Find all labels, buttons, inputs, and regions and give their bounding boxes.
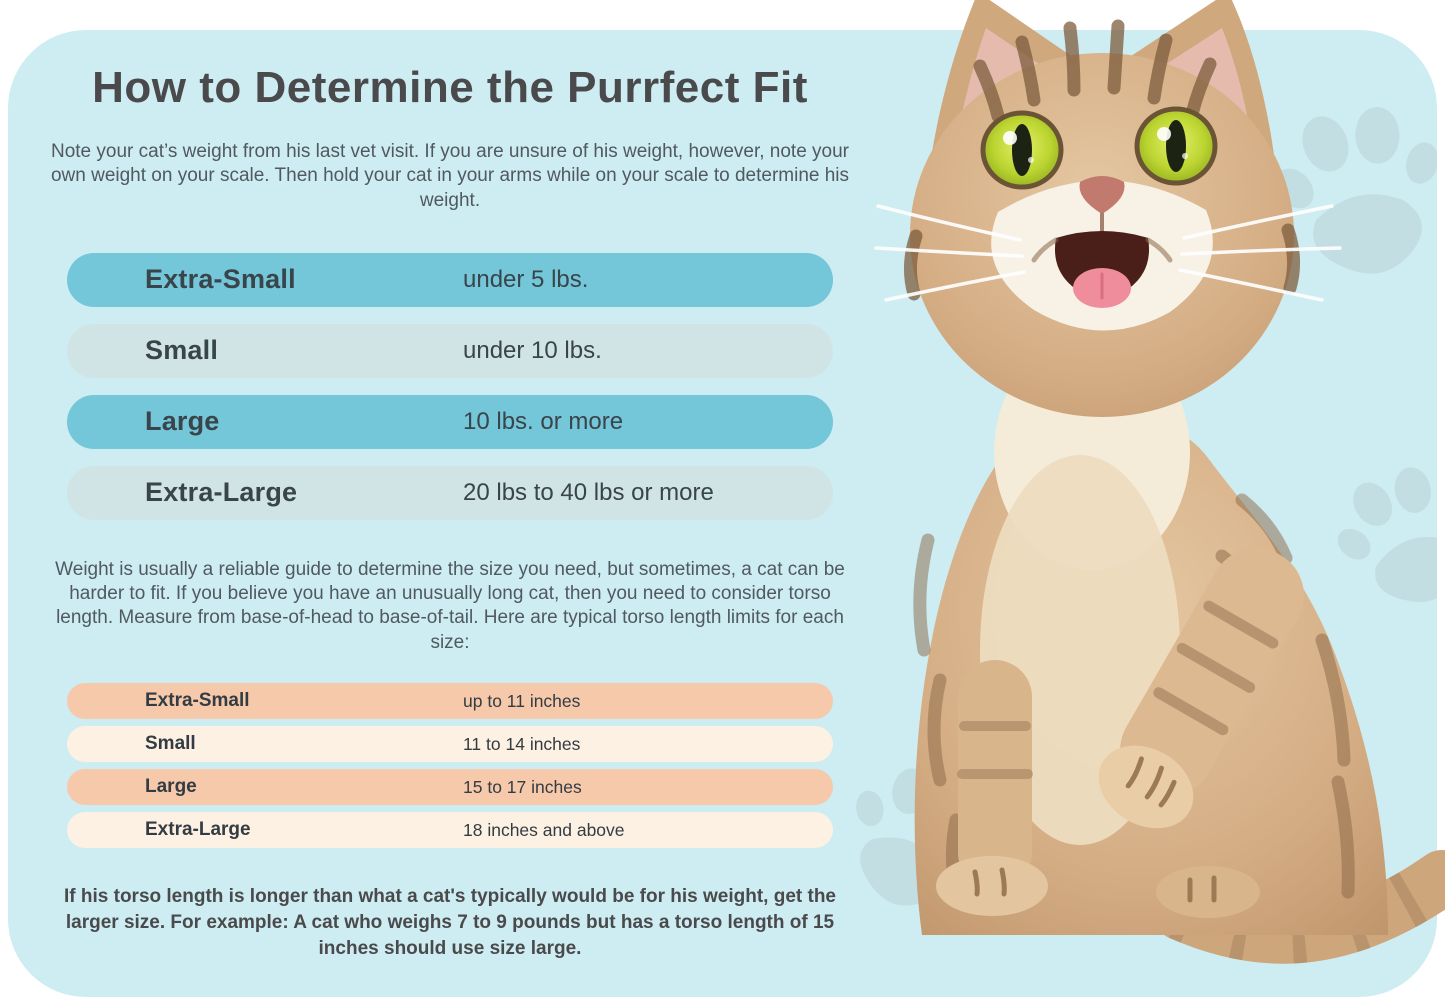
cat-eye-left (983, 113, 1061, 187)
size-value: under 5 lbs. (463, 265, 589, 293)
size-value: 10 lbs. or more (463, 407, 624, 435)
cat-back-paw (1156, 866, 1260, 918)
size-value: under 10 lbs. (463, 336, 602, 364)
table-row (67, 812, 833, 848)
cat-head (876, 0, 1340, 417)
torso-paragraph: Weight is usually a reliable guide to determine the size you need, but sometimes, a cat can be harder to fit. If you believe you have an unusually long cat, then you need to consider torso length. Measure from base-of-head to base-of-tail. Here are typical torso length limits for each size: (55, 558, 845, 653)
table-row (67, 769, 833, 805)
size-label: Extra-Large (145, 477, 298, 508)
cat-eye-right (1137, 109, 1215, 183)
torso-length-table (67, 683, 833, 848)
size-label: Small (145, 335, 219, 366)
table-row (67, 324, 833, 378)
table-row (67, 253, 833, 307)
size-value: up to 11 inches (463, 690, 581, 711)
size-label: Extra-Small (145, 690, 250, 712)
size-label: Extra-Large (145, 819, 251, 841)
size-label: Extra-Small (145, 264, 296, 295)
content-column (50, 62, 850, 962)
table-row (67, 726, 833, 762)
size-value: 18 inches and above (463, 819, 625, 840)
weight-size-table (67, 253, 833, 520)
table-row (67, 466, 833, 520)
tabby-cat-illustration (870, 0, 1445, 1005)
size-label: Large (145, 776, 197, 798)
size-value: 20 lbs to 40 lbs or more (463, 478, 714, 506)
table-row (67, 683, 833, 719)
table-row (67, 395, 833, 449)
intro-paragraph: Note your cat’s weight from his last vet visit. If you are unsure of his weight, however, note your own weight on your scale. Then hold your cat in your arms while on your scale to determine his weight. (50, 140, 850, 211)
page-title: How to Determine the Purrfect Fit (92, 63, 808, 112)
size-value: 11 to 14 inches (463, 733, 581, 754)
size-label: Small (145, 733, 196, 755)
size-value: 15 to 17 inches (463, 776, 582, 797)
size-label: Large (145, 406, 220, 437)
footer-note: If his torso length is longer than what a cat's typically would be for his weight, get the larger size. For example: A cat who weighs 7 to 9 pounds but has a torso length of 15 inches should use size large. (64, 886, 836, 959)
